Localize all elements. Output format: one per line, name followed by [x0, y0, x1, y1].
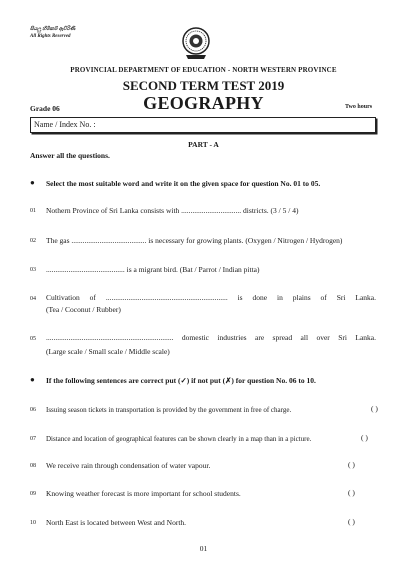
answer-box[interactable]: ( ): [348, 517, 355, 526]
section-2-heading: If the following sentences are correct put (✓) if not put (✗) for question No. 06 to 10.: [46, 376, 316, 385]
question-text: Cultivation of ................................................................. is done in plains of Sri Lanka.: [46, 293, 376, 302]
copyright-line-2: All Rights Reserved: [30, 33, 71, 39]
question-number: 07: [30, 436, 36, 442]
question-text: Knowing weather forecast is more important for school students.: [46, 489, 241, 498]
instruction-text: Answer all the questions.: [30, 151, 110, 160]
bullet-icon: ●: [30, 375, 35, 384]
question-number: 08: [30, 463, 36, 469]
copyright-notice: [30, 27, 75, 40]
answer-box[interactable]: ( ): [371, 404, 378, 413]
name-index-field[interactable]: [30, 117, 376, 133]
copyright-line-1: සියලු හිමිකම් ඇවිරිණි: [30, 27, 76, 32]
part-heading: PART - A: [188, 140, 219, 149]
subject-title: GEOGRAPHY: [143, 93, 264, 113]
question-text: We receive rain through condensation of water vapour.: [46, 461, 211, 470]
department-name: PROVINCIAL DEPARTMENT OF EDUCATION - NORTH WESTERN PROVINCE: [70, 66, 337, 74]
question-number: 10: [30, 520, 36, 526]
question-options: (Tea / Coconut / Rubber): [46, 305, 121, 314]
page-number: 01: [199, 544, 208, 553]
question-number: 06: [30, 407, 36, 413]
answer-box[interactable]: ( ): [348, 460, 355, 469]
emblem-icon: [181, 26, 211, 60]
bullet-icon: ●: [30, 178, 35, 187]
question-number: 03: [30, 267, 36, 273]
question-text: The gas ........................................ is necessary for growing plants. (Oxygen / Nitrogen / Hydrogen): [46, 236, 343, 245]
question-text: .................................................................... domestic industries are spread all over Sri Lanka.: [46, 333, 376, 342]
question-number: 02: [30, 238, 36, 244]
question-options: (Large scale / Small scale / Middle scale): [46, 347, 170, 356]
answer-box[interactable]: ( ): [361, 433, 368, 442]
question-number: 05: [30, 336, 36, 342]
question-number: 01: [30, 208, 36, 214]
duration-label: Two hours: [345, 104, 373, 110]
grade-label: Grade 06: [30, 104, 60, 113]
question-text: .......................................... is a migrant bird. (Bat / Parrot / Indian pitta): [46, 265, 260, 274]
question-text: Distance and location of geographical features can be shown clearly in a map than in a picture.: [46, 435, 312, 443]
question-number: 04: [30, 296, 36, 302]
question-number: 09: [30, 491, 36, 497]
question-text: North East is located between West and North.: [46, 518, 187, 527]
name-index-label: Name / Index No. :: [34, 120, 96, 129]
question-text: Nothern Province of Sri Lanka consists with ................................ districts. (3 / 5 / 4): [46, 206, 299, 215]
section-1-heading: Select the most suitable word and write it on the given space for question No. 01 to 05.: [46, 179, 321, 188]
question-text: Issuing season tickets in transportation is provided by the government in free of charge.: [46, 406, 292, 414]
answer-box[interactable]: ( ): [348, 488, 355, 497]
test-title: SECOND TERM TEST 2019: [122, 78, 285, 93]
